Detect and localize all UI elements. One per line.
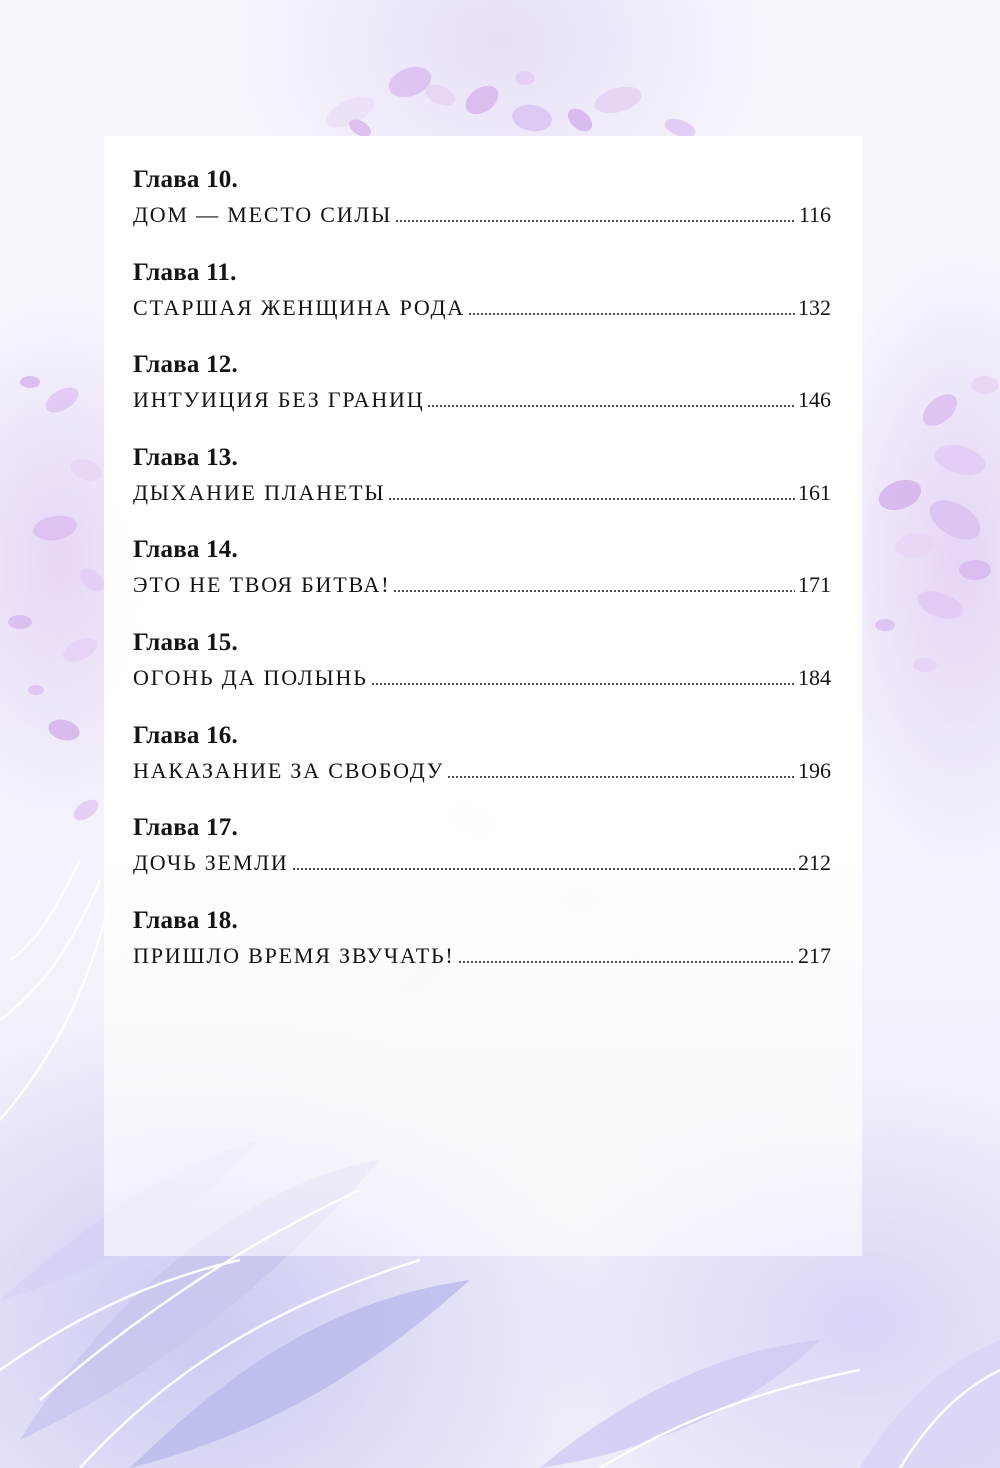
- toc-entry[interactable]: [133, 535, 831, 628]
- toc-entry[interactable]: [133, 628, 831, 721]
- chapter-number: Глава 16.: [133, 721, 238, 749]
- toc-entry[interactable]: [133, 813, 831, 906]
- dot-leader: [447, 776, 795, 778]
- dot-leader: [292, 868, 795, 870]
- dot-leader: [458, 961, 795, 963]
- dot-leader: [393, 590, 795, 592]
- chapter-number: Глава 11.: [133, 258, 237, 286]
- toc-line: [133, 941, 831, 971]
- chapter-title: ДЫХАНИЕ ПЛАНЕТЫ: [133, 479, 386, 505]
- toc-line: [133, 848, 831, 878]
- chapter-number: Глава 13.: [133, 443, 238, 471]
- toc-line: [133, 293, 831, 323]
- chapter-number: Глава 14.: [133, 536, 238, 564]
- petals-top: [321, 61, 697, 141]
- page-number: 116: [798, 202, 831, 227]
- page-number: 212: [798, 850, 831, 876]
- chapter-title: ИНТУИЦИЯ БЕЗ ГРАНИЦ: [133, 387, 425, 413]
- page-number: 146: [798, 387, 831, 413]
- chapter-title: ДОМ — МЕСТО СИЛЫ: [133, 202, 393, 227]
- toc-line: [133, 478, 831, 508]
- chapter-number: Глава 18.: [133, 906, 238, 934]
- petals-left: [8, 376, 109, 825]
- table-of-contents: [133, 165, 831, 998]
- chapter-title: ЭТО НЕ ТВОЯ БИТВА!: [133, 572, 391, 598]
- dot-leader: [468, 313, 795, 315]
- chapter-number: Глава 12.: [133, 351, 238, 379]
- dot-leader: [427, 405, 795, 407]
- toc-line: [133, 385, 831, 415]
- dot-leader: [395, 220, 796, 222]
- toc-entry[interactable]: [133, 906, 831, 999]
- chapter-title: СТАРШАЯ ЖЕНЩИНА РОДА: [133, 294, 465, 320]
- toc-line: [133, 663, 831, 693]
- chapter-number: Глава 10.: [133, 166, 238, 193]
- toc-line: [133, 200, 831, 230]
- page-number: 132: [798, 294, 831, 320]
- toc-entry[interactable]: [133, 443, 831, 536]
- chapter-title: ОГОНЬ ДА ПОЛЫНЬ: [133, 664, 368, 690]
- page-number: 161: [798, 479, 831, 505]
- toc-line: [133, 756, 831, 786]
- chapter-title: НАКАЗАНИЕ ЗА СВОБОДУ: [133, 757, 445, 783]
- petals-right: [875, 376, 999, 672]
- toc-line: [133, 570, 831, 600]
- chapter-title: ПРИШЛО ВРЕМЯ ЗВУЧАТЬ!: [133, 942, 455, 968]
- toc-entry[interactable]: [133, 350, 831, 443]
- chapter-title: ДОЧЬ ЗЕМЛИ: [133, 850, 289, 876]
- chapter-number: Глава 17.: [133, 814, 238, 842]
- dot-leader: [371, 683, 795, 685]
- page-number: 196: [798, 757, 831, 783]
- toc-entry[interactable]: [133, 258, 831, 351]
- page-number: 217: [798, 942, 831, 968]
- chapter-number: Глава 15.: [133, 628, 238, 656]
- toc-entry[interactable]: [133, 165, 831, 258]
- toc-entry[interactable]: [133, 721, 831, 814]
- page-number: 184: [798, 664, 831, 690]
- page-number: 171: [798, 572, 831, 598]
- dot-leader: [388, 498, 795, 500]
